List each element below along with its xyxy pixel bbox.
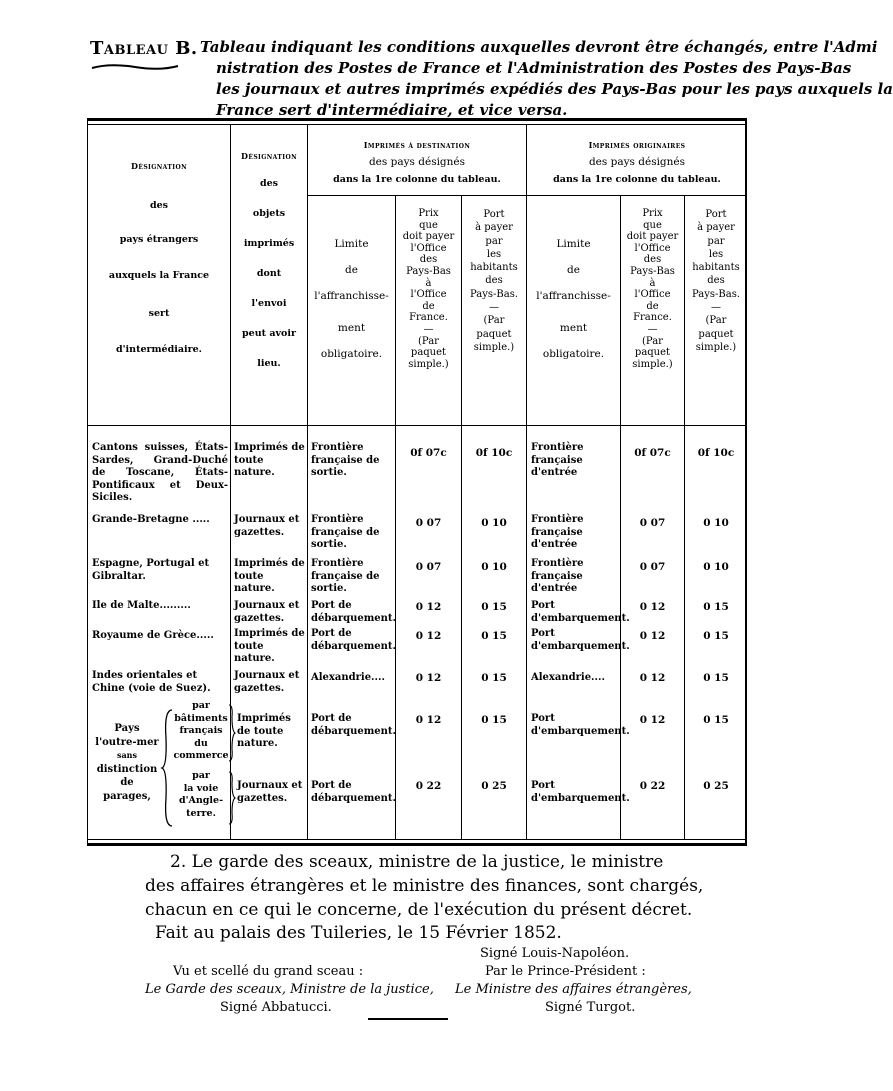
limit-header-1: Limite de l'affranchisse- ment obligatoire. — [314, 238, 389, 360]
row-6-prix2: 0 12 — [639, 714, 666, 726]
row-2-port2: 0 10 — [703, 561, 729, 573]
row-6-port1: 0 15 — [481, 714, 507, 726]
row-1-limit2: Frontière française d'entrée — [531, 514, 584, 550]
row-3-prix1: 0 12 — [415, 601, 442, 613]
row-0-prix2: 0f 07c — [634, 447, 671, 459]
row-7-port1: 0 25 — [481, 780, 507, 792]
row-3-port1: 0 15 — [481, 601, 507, 613]
row-5-port2: 0 15 — [703, 672, 729, 684]
row-1-prix2: 0 07 — [639, 517, 666, 529]
prix-header-2: Prix que doit payer l'Office des Pays-Bas à l'Office de France. — (Par paquet simple.) — [626, 208, 679, 370]
row-5-prix2: 0 12 — [639, 672, 666, 684]
row-7-port2: 0 25 — [703, 780, 729, 792]
top-double-rule — [87, 124, 747, 125]
row-2-limit2: Frontière française d'entrée — [531, 558, 584, 594]
by-president: Par le Prince-Président : — [485, 964, 646, 979]
row-0-port2: 0f 10c — [697, 447, 735, 459]
article-2-line-2: des affaires étrangères et le ministre des finances, sont chargés, — [145, 876, 704, 896]
col-divider-5 — [526, 124, 527, 839]
row-6-limit2: Port d'embarquement. — [531, 713, 630, 737]
brace-inner-1 — [228, 703, 236, 763]
header-bottom-rule — [87, 425, 747, 426]
row-4-country: Royaume de Grèce..... — [92, 630, 214, 641]
ministre-affaires: Le Ministre des affaires étrangères, — [455, 982, 692, 997]
row-3-country: Ile de Malte......... — [92, 600, 191, 611]
row-7-prix2: 0 22 — [639, 780, 666, 792]
row-0-country: Cantons suisses, États-Sardes, Grand-Duché de Toscane, États-Pontificaux et Deux-Siciles. — [92, 442, 228, 503]
prix-header-1: Prix que doit payer l'Office des Pays-Bas à l'Office de France. — (Par paquet simple.) — [402, 208, 455, 370]
row-7-objects: Journaux et gazettes. — [237, 780, 303, 804]
row-2-prix1: 0 07 — [415, 561, 442, 573]
row-7-prix1: 0 22 — [415, 780, 442, 792]
row-5-port1: 0 15 — [481, 672, 507, 684]
outremer-sub-1: par bâtiments français du commerce — [173, 700, 229, 761]
article-2-line-3: chacun en ce qui le concerne, de l'exécution du présent décret. — [145, 900, 693, 920]
row-6-port2: 0 15 — [703, 714, 729, 726]
brace-inner-2 — [228, 770, 236, 826]
title-line-3: les journaux et autres imprimés expédiés des Pays-Bas pour les pays auxquels la — [216, 80, 893, 98]
row-4-prix1: 0 12 — [415, 630, 442, 642]
group1-header: Imprimés à destination des pays désignés dans la 1re colonne du tableau. — [333, 140, 501, 185]
col-divider-2 — [307, 124, 308, 839]
decorative-swash — [90, 62, 180, 72]
date-line: Fait au palais des Tuileries, le 15 Février 1852. — [155, 923, 562, 943]
outremer-sub-2: par la voie d'Angle- terre. — [178, 770, 224, 819]
garde-des-sceaux: Le Garde des sceaux, Ministre de la justice, — [145, 982, 434, 997]
col1-header: Désignation des pays étrangers auxquels la France sert d'intermédiaire. — [108, 161, 210, 355]
port-header-2: Port à payer par les habitants des Pays-Bas. — (Par paquet simple.) — [691, 209, 741, 353]
row-6-prix1: 0 12 — [415, 714, 442, 726]
row-4-limit1: Port de débarquement. — [311, 628, 397, 652]
title-line-4: France sert d'intermédiaire, et vice versa. — [216, 101, 568, 119]
signed-abbatucci: Signé Abbatucci. — [220, 1000, 332, 1015]
row-1-prix1: 0 07 — [415, 517, 442, 529]
table-label: Tableau B. — [90, 38, 198, 59]
row-0-port1: 0f 10c — [475, 447, 513, 459]
row-4-prix2: 0 12 — [639, 630, 666, 642]
row-6-objects: Imprimés de toute nature. — [237, 713, 291, 749]
seal-line: Vu et scellé du grand sceau : — [173, 964, 364, 979]
row-2-country: Espagne, Portugal et Gibraltar. — [92, 558, 210, 582]
row-1-limit1: Frontière française de sortie. — [311, 514, 380, 550]
row-3-prix2: 0 12 — [639, 601, 666, 613]
row-3-limit2: Port d'embarquement. — [531, 600, 630, 624]
row-5-limit1: Alexandrie.... — [311, 672, 385, 683]
row-5-limit2: Alexandrie.... — [531, 672, 605, 683]
title-line-2: nistration des Postes de France et l'Administration des Postes des Pays-Bas — [216, 59, 852, 77]
row-2-port1: 0 10 — [481, 561, 507, 573]
row-5-country: Indes orientales et Chine (voie de Suez). — [92, 670, 211, 694]
group2-header: Imprimés originaires des pays désignés dans la 1re colonne du tableau. — [553, 140, 721, 185]
row-1-objects: Journaux et gazettes. — [234, 514, 300, 538]
row-1-country: Grande-Bretagne ..... — [92, 514, 210, 525]
row-3-limit1: Port de débarquement. — [311, 600, 397, 624]
row-1-port1: 0 10 — [481, 517, 507, 529]
port-header-1: Port à payer par les habitants des Pays-Bas. — (Par paquet simple.) — [469, 209, 519, 353]
col2-header: Désignation des objets imprimés dont l'envoi peut avoir lieu. — [241, 151, 297, 369]
row-3-objects: Journaux et gazettes. — [234, 600, 300, 624]
row-0-limit1: Frontière française de sortie. — [311, 442, 380, 478]
closing-rule — [368, 1018, 448, 1020]
row-0-limit2: Frontière française d'entrée — [531, 442, 584, 478]
row-0-objects: Imprimés de toute nature. — [234, 442, 305, 478]
row-2-limit1: Frontière française de sortie. — [311, 558, 380, 594]
row-2-objects: Imprimés de toute nature. — [234, 558, 305, 594]
bottom-double-rule — [87, 839, 747, 840]
row-4-objects: Imprimés de toute nature. — [234, 628, 305, 664]
row-2-prix2: 0 07 — [639, 561, 666, 573]
row-4-limit2: Port d'embarquement. — [531, 628, 630, 652]
row-1-port2: 0 10 — [703, 517, 729, 529]
title-line-1: Tableau indiquant les conditions auxquelles devront être échangés, entre l'Admi — [200, 38, 878, 56]
row-6-limit1: Port de débarquement. — [311, 713, 397, 737]
group-header-rule — [307, 195, 747, 196]
row-3-port2: 0 15 — [703, 601, 729, 613]
signed-turgot: Signé Turgot. — [545, 1000, 636, 1015]
row-5-prix1: 0 12 — [415, 672, 442, 684]
limit-header-2: Limite de l'affranchisse- ment obligatoire. — [536, 238, 611, 360]
outremer-label: Pays l'outre-mer sans distinction de parages, — [95, 723, 159, 802]
table-title — [200, 37, 893, 121]
row-4-port2: 0 15 — [703, 630, 729, 642]
row-7-limit1: Port de débarquement. — [311, 780, 397, 804]
signed-president: Signé Louis-Napoléon. — [480, 946, 630, 961]
row-7-limit2: Port d'embarquement. — [531, 780, 630, 804]
row-0-prix1: 0f 07c — [410, 447, 447, 459]
row-5-objects: Journaux et gazettes. — [234, 670, 300, 694]
row-4-port1: 0 15 — [481, 630, 507, 642]
article-2-line-1: 2. Le garde des sceaux, ministre de la justice, le ministre — [170, 852, 664, 872]
